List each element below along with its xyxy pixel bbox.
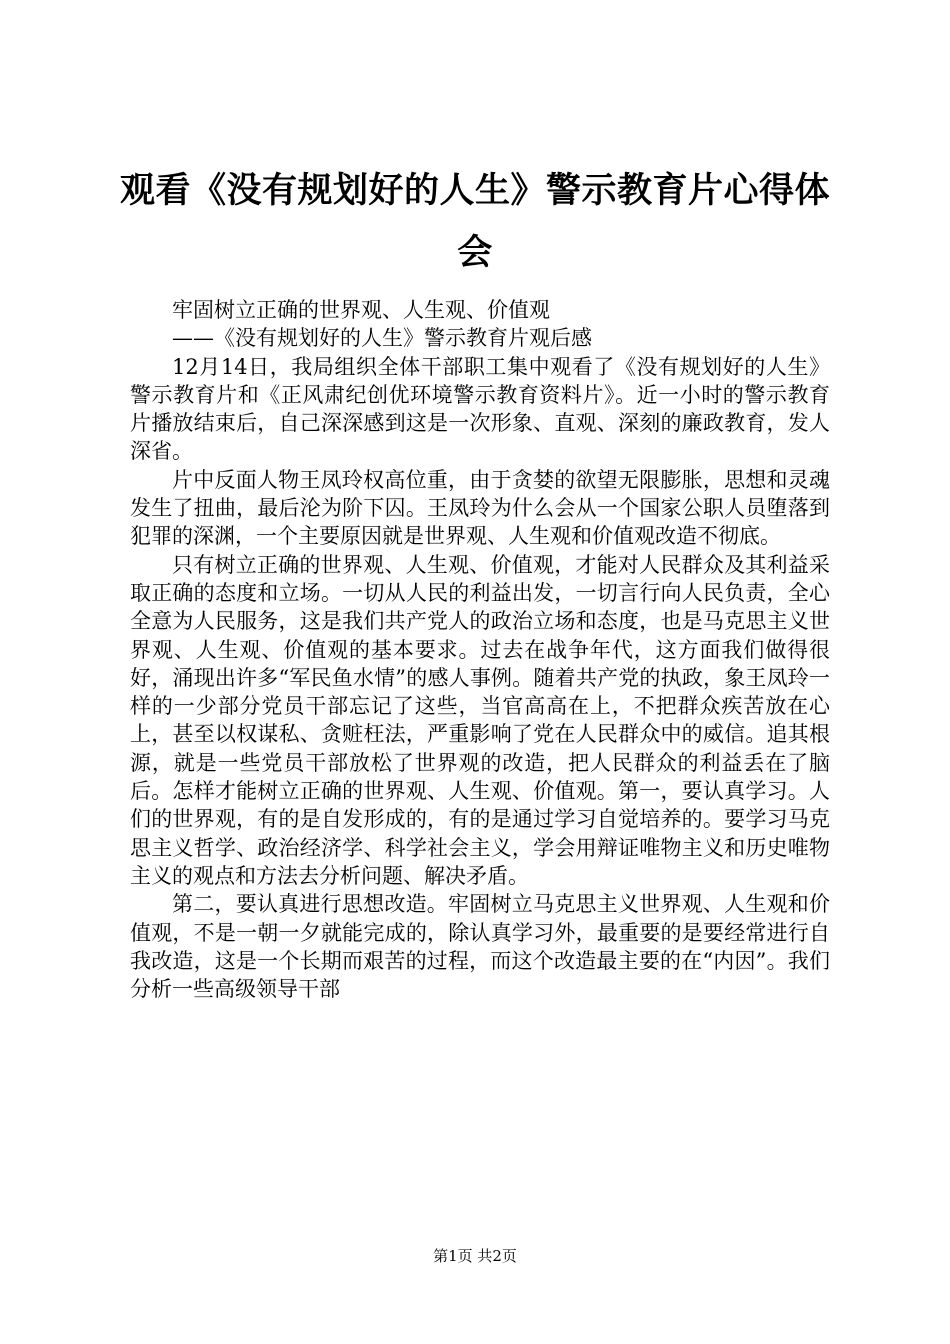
- paragraph: 片中反面人物王凤玲权高位重，由于贪婪的欲望无限膨胀，思想和灵魂发生了扭曲，最后沦为阶下囚。王凤玲为什么会从一个国家公职人员堕落到犯罪的深渊，一个主要原因就是世界观、人生观和价值观改造不彻底。: [130, 467, 830, 549]
- document-title: 观看《没有规划好的人生》警示教育片心得体会: [119, 171, 830, 273]
- document-body: [130, 296, 830, 1003]
- subtitle-line: ——《没有规划好的人生》警示教育片观后感: [172, 326, 592, 351]
- subtitle-line: 牢固树立正确的世界观、人生观、价值观: [172, 298, 550, 322]
- paragraph: 12月14日，我局组织全体干部职工集中观看了《没有规划好的人生》警示教育片和《正风肃纪创优环境警示教育资料片》。近一小时的警示教育片播放结束后，自己深深感到这是一次形象、直观、深刻的廉政教育，发人深省。: [130, 354, 830, 464]
- paragraph: 只有树立正确的世界观、人生观、价值观，才能对人民群众及其利益采取正确的态度和立场。一切从人民的利益出发，一切言行向人民负责，全心全意为人民服务，这是我们共产党人的政治立场和态度，也是马克思主义世界观、人生观、价值观的基本要求。过去在战争年代，这方面我们做得很好，涌现出许多“军民鱼水情”的感人事例。随着共产党的执政，象王凤玲一样的一少部分党员干部忘记了这些，当官高高在上，不把群众疾苦放在心上，甚至以权谋私、贪赃枉法，严重影响了党在人民群众中的威信。追其根源，就是一些党员干部放松了世界观的改造，把人民群众的利益丢在了脑后。怎样才能树立正确的世界观、人生观、价值观。第一，要认真学习。人们的世界观，有的是自发形成的，有的是通过学习自觉培养的。要学习马克思主义哲学、政治经济学、科学社会主义，学会用辩证唯物主义和历史唯物主义的观点和方法去分析问题、解决矛盾。: [130, 552, 830, 888]
- page-footer: 第1页 共2页: [433, 1247, 517, 1265]
- paragraph: 第二，要认真进行思想改造。牢固树立马克思主义世界观、人生观和价值观，不是一朝一夕就能完成的，除认真学习外，最重要的是要经常进行自我改造，这是一个长期而艰苦的过程，而这个改造最主要的在“内因”。我们分析一些高级领导干部: [130, 892, 830, 1002]
